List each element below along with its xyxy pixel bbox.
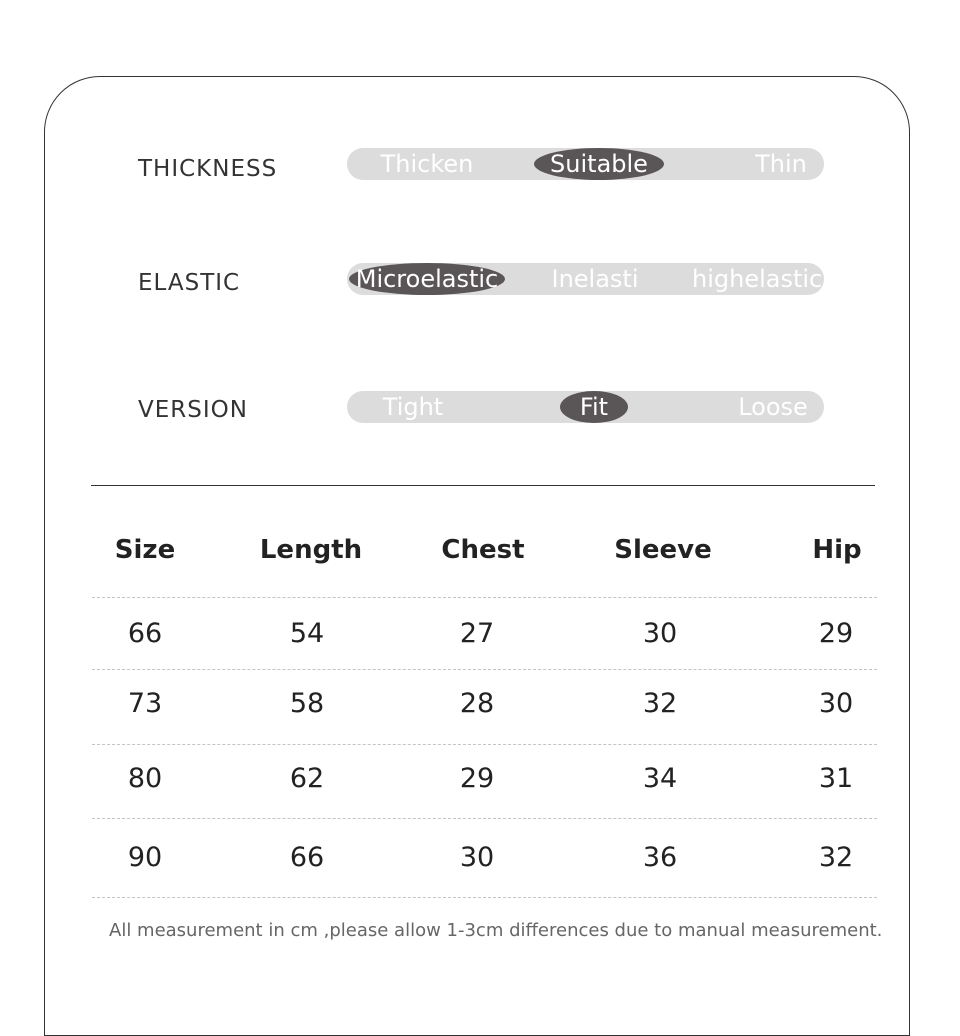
thickness-option-thin: Thin xyxy=(755,150,807,178)
table-cell: 30 xyxy=(642,618,678,649)
table-header-hip: Hip xyxy=(812,535,862,565)
table-rule xyxy=(92,669,877,670)
table-cell: 32 xyxy=(818,842,854,873)
table-cell: 80 xyxy=(127,763,163,794)
table-cell: 73 xyxy=(127,688,163,719)
version-scale xyxy=(347,391,824,423)
table-cell: 29 xyxy=(818,618,854,649)
version-option-fit: Fit xyxy=(560,391,628,423)
table-cell: 29 xyxy=(459,763,495,794)
table-cell: 58 xyxy=(289,688,325,719)
table-rule xyxy=(92,818,877,819)
table-header-length: Length xyxy=(259,535,363,565)
section-divider xyxy=(91,485,875,486)
measurement-note: All measurement in cm ,please allow 1-3cm differences due to manual measurement. xyxy=(109,920,883,941)
table-cell: 54 xyxy=(289,618,325,649)
table-cell: 30 xyxy=(459,842,495,873)
table-cell: 34 xyxy=(642,763,678,794)
version-option-tight: Tight xyxy=(382,393,444,421)
elastic-scale xyxy=(347,263,824,295)
table-cell: 27 xyxy=(459,618,495,649)
table-rule xyxy=(92,744,877,745)
elastic-label: ELASTIC xyxy=(138,270,241,296)
elastic-option-microelastic: Microelastic xyxy=(349,263,505,295)
thickness-scale xyxy=(347,148,824,180)
table-cell: 28 xyxy=(459,688,495,719)
table-cell: 62 xyxy=(289,763,325,794)
table-cell: 30 xyxy=(818,688,854,719)
table-rule xyxy=(92,597,877,598)
version-label: VERSION xyxy=(138,397,248,423)
version-option-loose: Loose xyxy=(738,393,808,421)
table-cell: 66 xyxy=(127,618,163,649)
thickness-label: THICKNESS xyxy=(138,156,278,182)
table-rule xyxy=(92,897,877,898)
table-cell: 31 xyxy=(818,763,854,794)
table-cell: 90 xyxy=(127,842,163,873)
table-header-size: Size xyxy=(114,535,176,565)
elastic-option-highelastic: highelastic xyxy=(692,265,823,293)
table-header-chest: Chest xyxy=(441,535,525,565)
thickness-option-suitable: Suitable xyxy=(534,148,664,180)
table-header-sleeve: Sleeve xyxy=(614,535,712,565)
elastic-option-inelasti: Inelasti xyxy=(551,265,639,293)
table-cell: 32 xyxy=(642,688,678,719)
table-cell: 66 xyxy=(289,842,325,873)
thickness-option-thicken: Thicken xyxy=(380,150,474,178)
table-cell: 36 xyxy=(642,842,678,873)
